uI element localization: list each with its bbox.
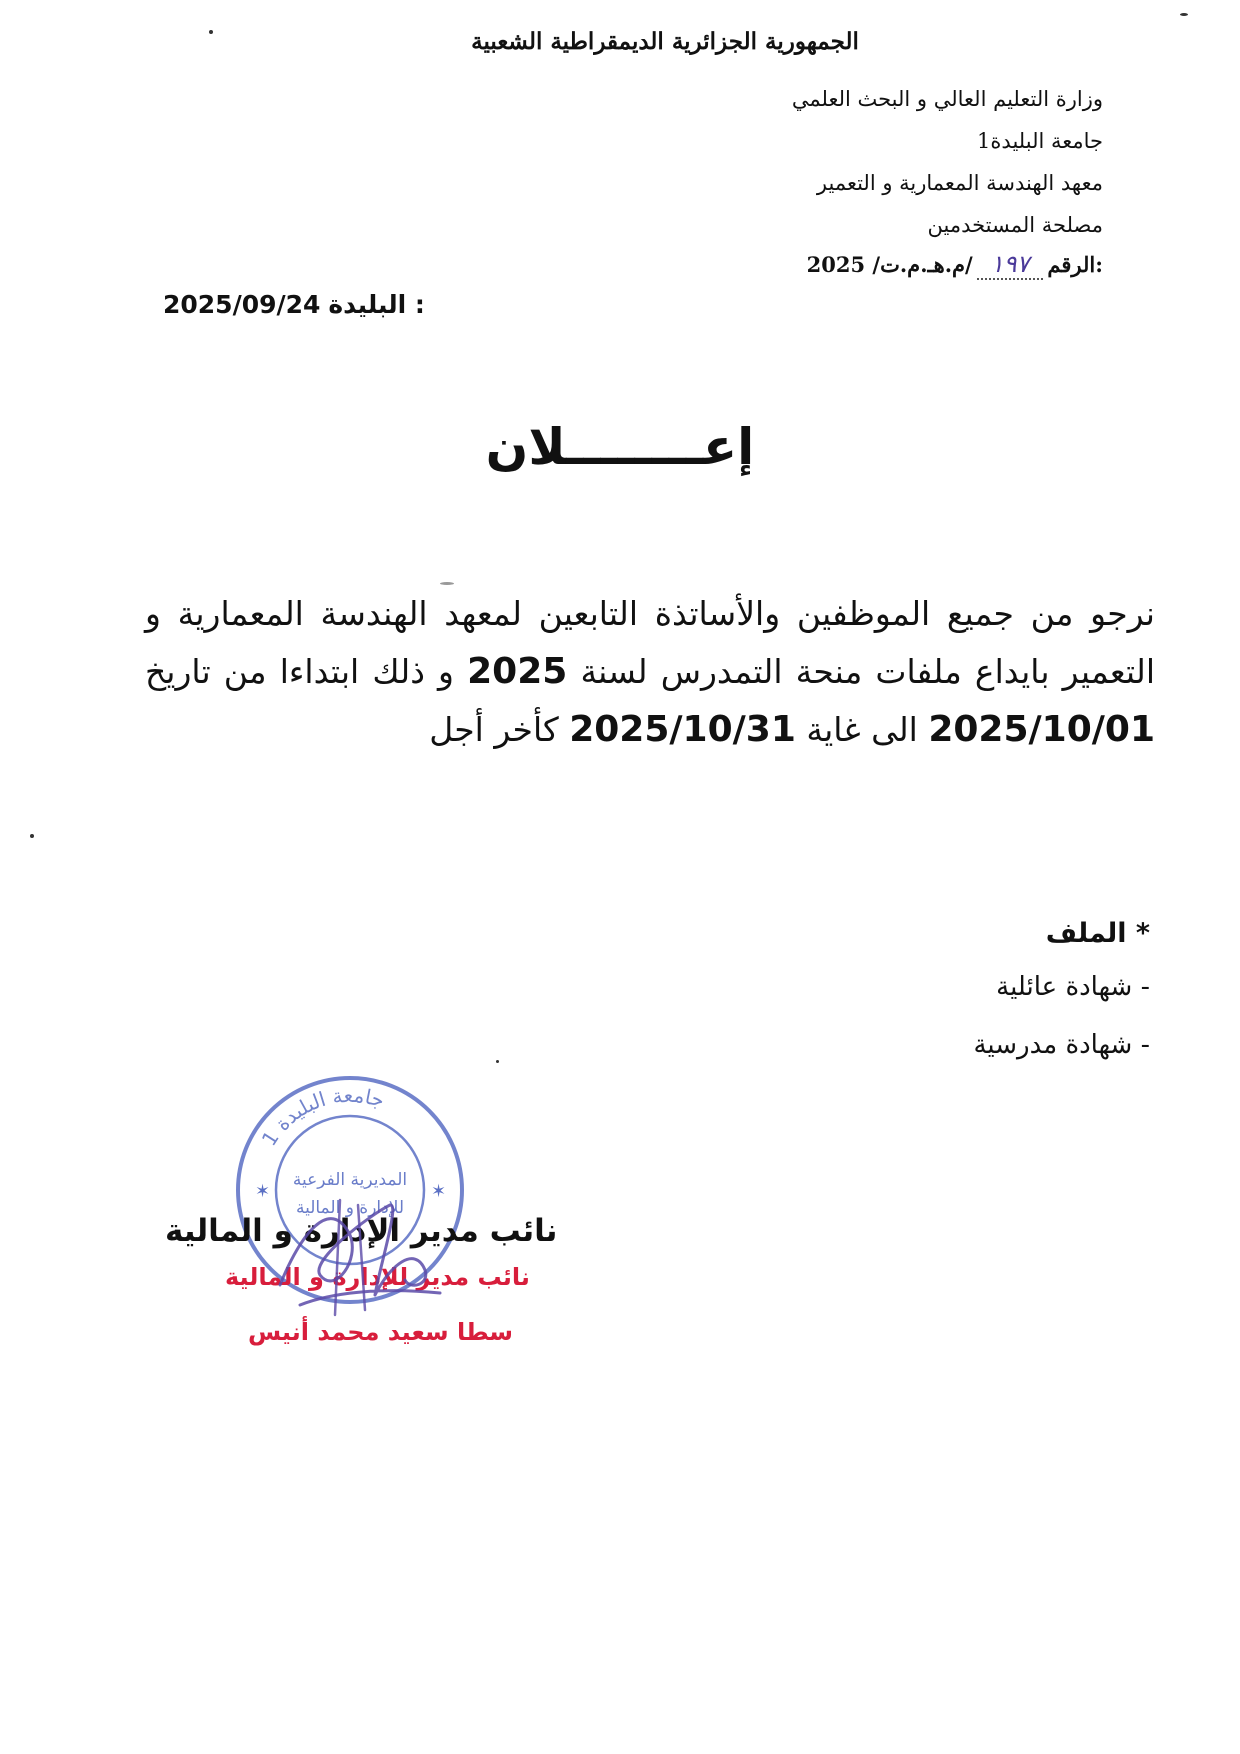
scan-speck: [1180, 13, 1188, 16]
date-label: البليدة :: [328, 290, 425, 319]
body-end-date: 2025/10/31: [569, 709, 796, 750]
scan-speck: [440, 582, 454, 585]
announcement-body: [145, 585, 1155, 759]
stamp-title: نائب مدير للإدارة و المالية: [225, 1263, 530, 1291]
ministry-name: وزارة التعليم العالي و البحث العلمي: [791, 87, 1103, 111]
seal-star-right-icon: ✶: [431, 1181, 447, 1202]
file-item-school-certificate: - شهادة مدرسية: [973, 1030, 1150, 1060]
seal-center-line-2: للإدارة و المالية: [295, 1198, 405, 1218]
file-item-family-certificate: - شهادة عائلية: [996, 972, 1150, 1002]
body-part-3: الى غاية: [806, 710, 918, 749]
document-date: [163, 290, 425, 319]
department-name: مصلحة المستخدمين: [927, 213, 1103, 237]
institute-name: معهد الهندسة المعمارية و التعمير: [816, 171, 1103, 195]
file-heading: * الملف: [1045, 918, 1150, 949]
republic-header: الجمهورية الجزائرية الديمقراطية الشعبية: [471, 28, 859, 55]
body-part-1: نرجو من جميع الموظفين والأساتذة التابعين لمعهد الهندسة المعمارية و التعمير بايداع ملفات منحة التمدرس لسنة: [145, 594, 1156, 691]
reference-number: [807, 250, 1103, 280]
reference-handwritten-number: ١٩٧: [977, 250, 1044, 280]
date-value: 2025/09/24: [163, 290, 321, 319]
announcement-title: إعــــــــلان: [485, 418, 755, 476]
scan-speck: [30, 834, 34, 838]
signatory-title: نائب مدير الإدارة و المالية: [165, 1213, 558, 1249]
seal-ring-text: جامعة البليدة 1: [256, 1082, 388, 1151]
seal-center-line-1: المديرية الفرعية: [292, 1170, 408, 1190]
handwritten-signature: [240, 1175, 460, 1325]
reference-label: الرقم:: [1047, 252, 1103, 277]
scan-speck: [209, 30, 213, 34]
body-year: 2025: [467, 651, 568, 692]
body-part-4: كأخر أجل: [429, 710, 559, 749]
scan-speck: [496, 1060, 499, 1063]
reference-suffix: /م.هـ.م.ت/ 2025: [806, 252, 973, 277]
body-part-2: و ذلك ابتداءا من تاريخ: [145, 652, 454, 691]
stamp-name: سطا سعيد محمد أنيس: [248, 1318, 513, 1346]
body-start-date: 2025/10/01: [928, 709, 1155, 750]
seal-star-left-icon: ✶: [255, 1181, 271, 1202]
university-name: جامعة البليدة1: [977, 129, 1103, 153]
